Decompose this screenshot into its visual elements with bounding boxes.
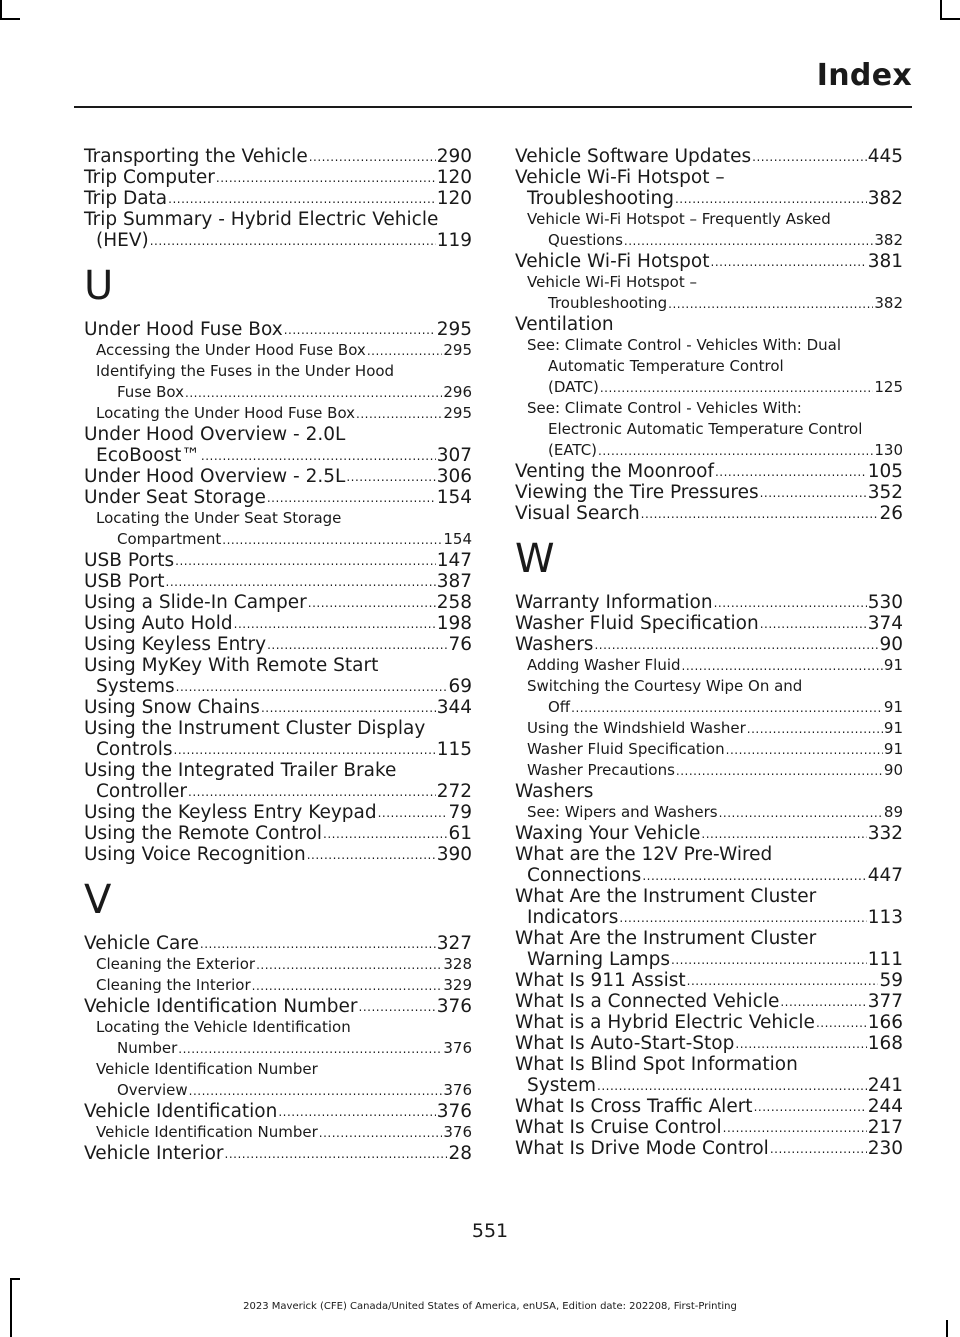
page-ref: 26 bbox=[879, 503, 903, 524]
page-ref: 387 bbox=[436, 571, 472, 592]
page-ref: 69 bbox=[448, 676, 472, 697]
leader-dots bbox=[175, 554, 436, 568]
index-subentry bbox=[84, 529, 472, 550]
index-column-left bbox=[84, 146, 472, 1164]
leader-dots bbox=[701, 827, 866, 841]
index-subentry-heading: Locating the Vehicle Identification bbox=[96, 1018, 351, 1036]
entry-term: What Is Drive Mode Control bbox=[515, 1138, 769, 1159]
entry-term: Vehicle Interior bbox=[84, 1143, 224, 1164]
leader-dots bbox=[714, 596, 867, 610]
leader-dots bbox=[346, 470, 435, 484]
index-entry bbox=[84, 1143, 472, 1164]
index-entry bbox=[84, 634, 472, 655]
entry-term: Under Hood Fuse Box bbox=[84, 319, 283, 340]
leader-dots bbox=[252, 979, 443, 993]
crop-mark bbox=[0, 18, 20, 20]
leader-dots bbox=[367, 344, 443, 358]
leader-dots bbox=[594, 638, 878, 652]
entry-term: Transporting the Vehicle bbox=[84, 146, 308, 167]
index-heading: Washers bbox=[515, 781, 594, 802]
index-entry bbox=[84, 802, 472, 823]
page-ref: 147 bbox=[436, 550, 472, 571]
index-column-right bbox=[515, 146, 903, 1159]
entry-term: Using Snow Chains bbox=[84, 697, 260, 718]
leader-dots bbox=[668, 297, 873, 311]
index-entry-heading: Using the Instrument Cluster Display bbox=[84, 718, 426, 739]
page-ref: 90 bbox=[883, 761, 903, 779]
page-ref: 352 bbox=[867, 482, 903, 503]
index-subentry-heading: Vehicle Wi-Fi Hotspot – bbox=[527, 273, 697, 291]
page-ref: 119 bbox=[436, 230, 472, 251]
entry-term: Connections bbox=[527, 865, 642, 886]
page-ref: 381 bbox=[867, 251, 903, 272]
page-ref: 91 bbox=[883, 698, 903, 716]
entry-term: USB Port bbox=[84, 571, 165, 592]
index-entry bbox=[515, 1075, 903, 1096]
entry-term: Using Voice Recognition bbox=[84, 844, 306, 865]
entry-term: Number bbox=[117, 1039, 178, 1057]
page-ref: 113 bbox=[867, 907, 903, 928]
index-entry bbox=[515, 907, 903, 928]
index-subentry bbox=[515, 230, 903, 251]
page-ref: 91 bbox=[883, 719, 903, 737]
section-letter-v: V bbox=[84, 877, 112, 923]
entry-term: Under Seat Storage bbox=[84, 487, 266, 508]
entry-term: Controller bbox=[96, 781, 188, 802]
entry-term: What Is Cross Traffic Alert bbox=[515, 1096, 753, 1117]
entry-term: Questions bbox=[548, 231, 623, 249]
entry-term: Washers bbox=[515, 634, 594, 655]
page-ref: 307 bbox=[436, 445, 472, 466]
entry-term: What Is 911 Assist bbox=[515, 970, 686, 991]
index-subentry bbox=[515, 760, 903, 781]
page-ref: 125 bbox=[874, 378, 903, 396]
index-entry-heading: Under Hood Overview - 2.0L bbox=[84, 424, 346, 445]
page-ref: 328 bbox=[443, 955, 472, 973]
leader-dots bbox=[261, 701, 436, 715]
leader-dots bbox=[267, 638, 447, 652]
leader-dots bbox=[619, 911, 866, 925]
page-ref: 230 bbox=[867, 1138, 903, 1159]
index-entry-heading: Using MyKey With Remote Start bbox=[84, 655, 379, 676]
leader-dots bbox=[571, 701, 883, 715]
entry-term: Waxing Your Vehicle bbox=[515, 823, 701, 844]
entry-term: Vehicle Software Updates bbox=[515, 146, 752, 167]
index-entry bbox=[84, 550, 472, 571]
leader-dots bbox=[185, 386, 442, 400]
page-ref: 61 bbox=[448, 823, 472, 844]
index-entry bbox=[515, 634, 903, 655]
crop-mark bbox=[940, 0, 942, 20]
leader-dots bbox=[189, 1084, 443, 1098]
leader-dots bbox=[760, 617, 867, 631]
leader-dots bbox=[222, 533, 442, 547]
entry-term: (EATC) bbox=[548, 441, 598, 459]
entry-term: Under Hood Overview - 2.5L bbox=[84, 466, 346, 487]
index-entry bbox=[84, 697, 472, 718]
page-ref: 376 bbox=[443, 1123, 472, 1141]
index-entry-heading: Vehicle Wi-Fi Hotspot – bbox=[515, 167, 725, 188]
page-ref: 295 bbox=[443, 341, 472, 359]
page-ref: 166 bbox=[867, 1012, 903, 1033]
leader-dots bbox=[624, 234, 873, 248]
entry-term: Fuse Box bbox=[117, 383, 185, 401]
entry-term: Using the Remote Control bbox=[84, 823, 323, 844]
index-entry-heading: What Is Blind Spot Information bbox=[515, 1054, 798, 1075]
index-entry bbox=[515, 949, 903, 970]
index-group-w bbox=[515, 592, 903, 1159]
index-entry bbox=[515, 1138, 903, 1159]
page-ref: 290 bbox=[436, 146, 472, 167]
page-ref: 59 bbox=[879, 970, 903, 991]
page-ref: 376 bbox=[443, 1081, 472, 1099]
entry-term: Overview bbox=[117, 1081, 188, 1099]
page-ref: 120 bbox=[436, 167, 472, 188]
entry-term: Venting the Moonroof bbox=[515, 461, 714, 482]
index-entry bbox=[515, 592, 903, 613]
entry-term: What Is Auto-Start-Stop bbox=[515, 1033, 735, 1054]
entry-term: Troubleshooting bbox=[548, 294, 668, 312]
page-ref: 327 bbox=[436, 933, 472, 954]
entry-term: Trip Data bbox=[84, 188, 168, 209]
leader-dots bbox=[356, 407, 442, 421]
page-ref: 374 bbox=[867, 613, 903, 634]
page-ref: 120 bbox=[436, 188, 472, 209]
index-heading: Ventilation bbox=[515, 314, 614, 335]
entry-term: Vehicle Identification bbox=[84, 1101, 278, 1122]
leader-dots bbox=[723, 1121, 867, 1135]
index-entry bbox=[515, 823, 903, 844]
leader-dots bbox=[200, 937, 436, 951]
page-ref: 217 bbox=[867, 1117, 903, 1138]
entry-term: (DATC) bbox=[548, 378, 599, 396]
leader-dots bbox=[747, 722, 883, 736]
leader-dots bbox=[735, 1037, 866, 1051]
index-entry bbox=[84, 823, 472, 844]
index-entry-heading: What Are the Instrument Cluster bbox=[515, 928, 817, 949]
index-subentry bbox=[84, 403, 472, 424]
index-subentry-heading-cont: Automatic Temperature Control bbox=[548, 357, 784, 375]
index-subentry-heading: Locating the Under Seat Storage bbox=[96, 509, 342, 527]
index-entry bbox=[84, 167, 472, 188]
page-ref: 91 bbox=[883, 656, 903, 674]
page-number: 551 bbox=[471, 1220, 509, 1242]
index-entry bbox=[84, 613, 472, 634]
index-entry-heading: What are the 12V Pre-Wired bbox=[515, 844, 773, 865]
page-ref: 295 bbox=[443, 404, 472, 422]
index-entry bbox=[84, 933, 472, 954]
entry-term: Cleaning the Interior bbox=[96, 976, 251, 994]
index-entry bbox=[515, 613, 903, 634]
page-ref: 344 bbox=[436, 697, 472, 718]
index-subentry bbox=[515, 718, 903, 739]
index-subentry-heading-cont: Electronic Automatic Temperature Control bbox=[548, 420, 863, 438]
entry-term: System bbox=[527, 1075, 596, 1096]
leader-dots bbox=[682, 659, 883, 673]
index-group-v-left bbox=[84, 933, 472, 1164]
page-ref: 111 bbox=[867, 949, 903, 970]
page-ref: 445 bbox=[867, 146, 903, 167]
index-entry bbox=[515, 1117, 903, 1138]
index-subentry-heading: See: Climate Control - Vehicles With: Dual bbox=[527, 336, 841, 354]
index-entry bbox=[84, 739, 472, 760]
leader-dots bbox=[719, 806, 883, 820]
section-letter-u: U bbox=[84, 263, 114, 309]
crop-mark bbox=[946, 1320, 948, 1337]
page-ref: 76 bbox=[448, 634, 472, 655]
index-entry bbox=[515, 970, 903, 991]
index-subentry bbox=[84, 1080, 472, 1101]
page-ref: 90 bbox=[879, 634, 903, 655]
entry-term: Controls bbox=[96, 739, 173, 760]
page-ref: 258 bbox=[436, 592, 472, 613]
page-ref: 79 bbox=[448, 802, 472, 823]
page-ref: 377 bbox=[867, 991, 903, 1012]
index-group-t bbox=[84, 146, 472, 251]
leader-dots bbox=[178, 1042, 442, 1056]
page-ref: 530 bbox=[867, 592, 903, 613]
leader-dots bbox=[600, 381, 874, 395]
index-entry bbox=[84, 676, 472, 697]
crop-mark bbox=[940, 18, 960, 20]
index-subentry-heading: Vehicle Wi-Fi Hotspot – Frequently Asked bbox=[527, 210, 831, 228]
leader-dots bbox=[166, 575, 436, 589]
index-entry bbox=[84, 319, 472, 340]
index-entry bbox=[515, 991, 903, 1012]
entry-term: Using the Windshield Washer bbox=[527, 719, 746, 737]
index-subentry-heading: Identifying the Fuses in the Under Hood bbox=[96, 362, 395, 380]
entry-term: Washer Fluid Specification bbox=[527, 740, 725, 758]
leader-dots bbox=[216, 171, 436, 185]
index-subentry bbox=[84, 1122, 472, 1143]
entry-term: Locating the Under Hood Fuse Box bbox=[96, 404, 356, 422]
entry-term: Using the Keyless Entry Keypad bbox=[84, 802, 377, 823]
index-entry bbox=[84, 844, 472, 865]
page-ref: 89 bbox=[883, 803, 903, 821]
leader-dots bbox=[174, 743, 436, 757]
entry-term: (HEV) bbox=[96, 230, 149, 251]
index-entry bbox=[515, 461, 903, 482]
leader-dots bbox=[641, 507, 879, 521]
leader-dots bbox=[284, 323, 436, 337]
index-entry bbox=[515, 146, 903, 167]
page-ref: 376 bbox=[436, 996, 472, 1017]
leader-dots bbox=[711, 255, 867, 269]
leader-dots bbox=[308, 596, 436, 610]
page-ref: 168 bbox=[867, 1033, 903, 1054]
leader-dots bbox=[309, 150, 436, 164]
page-ref: 382 bbox=[874, 231, 903, 249]
index-subentry bbox=[515, 697, 903, 718]
page-ref: 382 bbox=[867, 188, 903, 209]
index-subentry bbox=[515, 655, 903, 676]
index-entry bbox=[84, 996, 472, 1017]
index-subentry bbox=[515, 440, 903, 461]
crop-mark bbox=[10, 1278, 20, 1280]
entry-term: Visual Search bbox=[515, 503, 640, 524]
entry-term: What Is Cruise Control bbox=[515, 1117, 722, 1138]
index-subentry bbox=[515, 802, 903, 823]
page-ref: 295 bbox=[436, 319, 472, 340]
index-subentry bbox=[515, 377, 903, 398]
leader-dots bbox=[176, 680, 448, 694]
entry-term: Systems bbox=[96, 676, 175, 697]
leader-dots bbox=[225, 1147, 448, 1161]
index-entry bbox=[84, 445, 472, 466]
entry-term: See: Wipers and Washers bbox=[527, 803, 718, 821]
page-ref: 296 bbox=[443, 383, 472, 401]
leader-dots bbox=[642, 869, 866, 883]
page-ref: 105 bbox=[867, 461, 903, 482]
index-entry-heading: Trip Summary - Hybrid Electric Vehicle bbox=[84, 209, 439, 230]
entry-term: Using Keyless Entry bbox=[84, 634, 267, 655]
entry-term: EcoBoost™ bbox=[96, 445, 200, 466]
index-entry-heading: Using the Integrated Trailer Brake bbox=[84, 760, 397, 781]
page-ref: 447 bbox=[867, 865, 903, 886]
index-entry-heading: What Are the Instrument Cluster bbox=[515, 886, 817, 907]
entry-term: Washer Precautions bbox=[527, 761, 675, 779]
index-entry bbox=[84, 188, 472, 209]
entry-term: Vehicle Identification Number bbox=[84, 996, 358, 1017]
index-entry bbox=[515, 251, 903, 272]
page-ref: 376 bbox=[436, 1101, 472, 1122]
index-entry bbox=[515, 188, 903, 209]
index-entry bbox=[515, 482, 903, 503]
leader-dots bbox=[359, 1000, 436, 1014]
entry-term: What Is a Connected Vehicle bbox=[515, 991, 780, 1012]
leader-dots bbox=[687, 974, 879, 988]
page-ref: 154 bbox=[436, 487, 472, 508]
page-ref: 329 bbox=[443, 976, 472, 994]
page-ref: 382 bbox=[874, 294, 903, 312]
entry-term: Accessing the Under Hood Fuse Box bbox=[96, 341, 366, 359]
leader-dots bbox=[676, 764, 883, 778]
entry-term: Vehicle Identification Number bbox=[96, 1123, 318, 1141]
leader-dots bbox=[323, 827, 447, 841]
page-ref: 244 bbox=[867, 1096, 903, 1117]
page-ref: 28 bbox=[448, 1143, 472, 1164]
index-entry bbox=[84, 230, 472, 251]
entry-term: Off bbox=[548, 698, 571, 716]
index-subentry bbox=[515, 739, 903, 760]
entry-term: Vehicle Wi-Fi Hotspot bbox=[515, 251, 710, 272]
page-ref: 272 bbox=[436, 781, 472, 802]
entry-term: Troubleshooting bbox=[527, 188, 674, 209]
leader-dots bbox=[726, 743, 883, 757]
leader-dots bbox=[675, 192, 867, 206]
index-subentry bbox=[84, 954, 472, 975]
index-entry bbox=[515, 503, 903, 524]
index-subentry bbox=[84, 382, 472, 403]
entry-term: Trip Computer bbox=[84, 167, 215, 188]
leader-dots bbox=[256, 958, 442, 972]
index-subentry-heading: Switching the Courtesy Wipe On and bbox=[527, 677, 803, 695]
page-ref: 376 bbox=[443, 1039, 472, 1057]
page-ref: 154 bbox=[443, 530, 472, 548]
page-ref: 198 bbox=[436, 613, 472, 634]
leader-dots bbox=[770, 1142, 867, 1156]
entry-term: Warning Lamps bbox=[527, 949, 670, 970]
leader-dots bbox=[188, 785, 436, 799]
page-ref: 130 bbox=[874, 441, 903, 459]
leader-dots bbox=[598, 444, 873, 458]
leader-dots bbox=[752, 150, 867, 164]
leader-dots bbox=[267, 491, 436, 505]
page-ref: 390 bbox=[436, 844, 472, 865]
index-subentry bbox=[515, 293, 903, 314]
page-ref: 115 bbox=[436, 739, 472, 760]
entry-term: Compartment bbox=[117, 530, 222, 548]
index-entry bbox=[84, 1101, 472, 1122]
leader-dots bbox=[278, 1105, 435, 1119]
crop-mark bbox=[0, 0, 2, 20]
entry-term: What is a Hybrid Electric Vehicle bbox=[515, 1012, 815, 1033]
leader-dots bbox=[816, 1016, 867, 1030]
index-subentry-heading: See: Climate Control - Vehicles With: bbox=[527, 399, 802, 417]
index-entry bbox=[84, 466, 472, 487]
leader-dots bbox=[234, 617, 436, 631]
index-entry bbox=[84, 592, 472, 613]
index-entry bbox=[515, 1096, 903, 1117]
entry-term: Indicators bbox=[527, 907, 619, 928]
leader-dots bbox=[168, 192, 436, 206]
leader-dots bbox=[754, 1100, 867, 1114]
entry-term: Cleaning the Exterior bbox=[96, 955, 256, 973]
leader-dots bbox=[150, 234, 436, 248]
leader-dots bbox=[307, 848, 436, 862]
index-subentry bbox=[84, 1038, 472, 1059]
entry-term: Using a Slide-In Camper bbox=[84, 592, 307, 613]
index-subentry bbox=[84, 975, 472, 996]
index-entry bbox=[515, 1033, 903, 1054]
leader-dots bbox=[760, 486, 867, 500]
index-entry bbox=[84, 571, 472, 592]
leader-dots bbox=[378, 806, 448, 820]
entry-term: USB Ports bbox=[84, 550, 175, 571]
header-divider bbox=[74, 106, 912, 108]
index-entry bbox=[515, 865, 903, 886]
page-ref: 332 bbox=[867, 823, 903, 844]
index-group-u bbox=[84, 319, 472, 865]
entry-term: Washer Fluid Specification bbox=[515, 613, 759, 634]
leader-dots bbox=[319, 1126, 443, 1140]
entry-term: Vehicle Care bbox=[84, 933, 199, 954]
entry-term: Using Auto Hold bbox=[84, 613, 233, 634]
section-letter-w: W bbox=[515, 536, 555, 582]
leader-dots bbox=[715, 465, 867, 479]
leader-dots bbox=[671, 953, 867, 967]
leader-dots bbox=[597, 1079, 867, 1093]
index-subentry-heading: Vehicle Identification Number bbox=[96, 1060, 318, 1078]
index-entry bbox=[84, 146, 472, 167]
leader-dots bbox=[201, 449, 436, 463]
index-entry bbox=[84, 487, 472, 508]
leader-dots bbox=[780, 995, 866, 1009]
entry-term: Adding Washer Fluid bbox=[527, 656, 681, 674]
index-entry bbox=[515, 1012, 903, 1033]
page-title: Index bbox=[816, 58, 912, 93]
index-entry bbox=[84, 781, 472, 802]
footer-edition: 2023 Maverick (CFE) Canada/United States of America, enUSA, Edition date: 202208, First-Printing bbox=[243, 1301, 737, 1312]
entry-term: Viewing the Tire Pressures bbox=[515, 482, 759, 503]
page-ref: 91 bbox=[883, 740, 903, 758]
index-group-v-right bbox=[515, 146, 903, 524]
entry-term: Warranty Information bbox=[515, 592, 713, 613]
index-subentry bbox=[84, 340, 472, 361]
page-ref: 241 bbox=[867, 1075, 903, 1096]
page-ref: 306 bbox=[436, 466, 472, 487]
